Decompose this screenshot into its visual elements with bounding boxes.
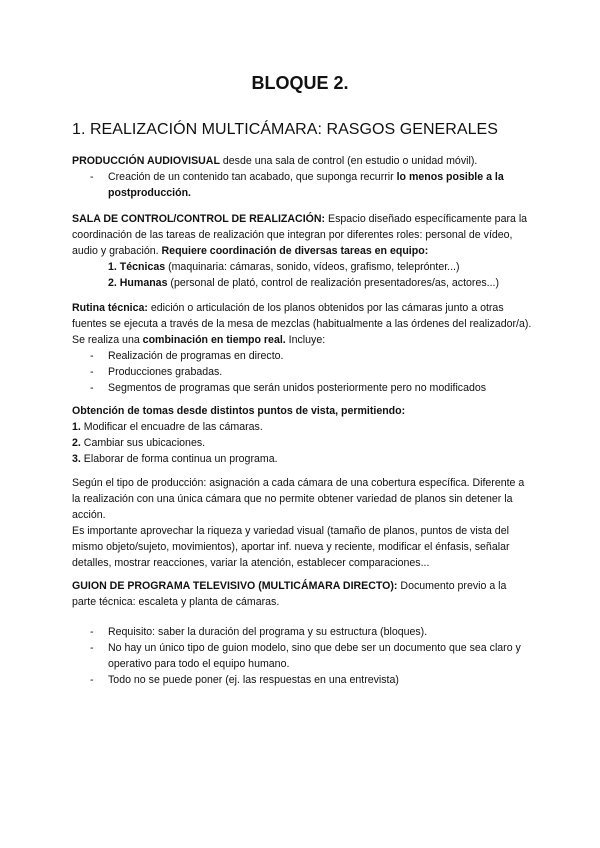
list-item: - Producciones grabadas. — [108, 364, 532, 380]
produccion-section — [72, 153, 532, 201]
segun-section — [72, 475, 532, 571]
list-item — [108, 169, 532, 201]
list-item — [108, 275, 532, 291]
tomas-heading — [72, 403, 532, 419]
section-heading: 1. REALIZACIÓN MULTICÁMARA: RASGOS GENERALES — [72, 121, 498, 138]
list-item: - No hay un único tipo de guion modelo, sino que debe ser un documento que sea claro y operativo para todo el equipo humano. — [108, 640, 532, 672]
sala-paragraph — [72, 211, 532, 259]
guion-label: GUION DE PROGRAMA TELEVISIVO (MULTICÁMARA DIRECTO): — [72, 580, 398, 592]
rutina-list — [72, 348, 532, 396]
list-item-number: 3. — [72, 453, 81, 465]
list-item-text: Modificar el encuadre de las cámaras. — [80, 421, 263, 433]
list-item-text: (maquinaria: cámaras, sonido, vídeos, grafismo, teleprónter...) — [165, 261, 460, 273]
list-item — [72, 419, 532, 435]
rutina-bold: combinación en tiempo real. — [142, 334, 286, 346]
list-item — [72, 451, 532, 467]
list-item: - Todo no se puede poner (ej. las respuestas en una entrevista) — [108, 672, 532, 688]
produccion-list — [72, 169, 532, 201]
guion-list — [72, 624, 532, 688]
produccion-label: PRODUCCIÓN AUDIOVISUAL — [72, 155, 220, 167]
list-item: - Segmentos de programas que serán unidos posteriormente pero no modificados — [108, 380, 532, 396]
segun-paragraph-1: Según el tipo de producción: asignación a cada cámara de una cobertura específica. Diferente a la realización con una única cámara que no permite obtener variedad de planos sin detener la acción. — [72, 477, 525, 521]
list-item-bold: lo menos posible a la postproducción. — [108, 171, 504, 199]
guion-paragraph — [72, 578, 532, 610]
tomas-section — [72, 403, 532, 467]
rutina-paragraph — [72, 300, 532, 348]
list-item-text: Creación de un contenido tan acabado, que suponga recurrir — [108, 171, 397, 183]
page-title: BLOQUE 2. — [251, 73, 349, 93]
list-item-text: (personal de plató, control de realización presentadores/as, actores...) — [167, 277, 499, 289]
sala-list — [72, 259, 532, 291]
rutina-section — [72, 300, 532, 396]
produccion-text: desde una sala de control (en estudio o unidad móvil). — [219, 155, 478, 167]
sala-bold: Requiere coordinación de diversas tareas en equipo: — [161, 245, 429, 257]
sala-text: Espacio diseñado específicamente para la coordinación de las tareas de realización que integran por diferentes roles: personal de vídeo, audio y grabación. — [72, 213, 528, 257]
list-item — [108, 259, 532, 275]
list-item-text: Cambiar sus ubicaciones. — [80, 437, 206, 449]
list-item-text: Elaborar de forma continua un programa. — [80, 453, 278, 465]
list-item-label: 2. Humanas — [108, 277, 168, 289]
segun-paragraph-2: Es importante aprovechar la riqueza y variedad visual (tamaño de planos, puntos de vista del mismo objeto/sujeto, movimientos), aportar inf. nueva y reciente, modificar el énfasis, señalar detalles, mostrar reacciones, variar la atención, establecer comparaciones... — [72, 525, 510, 569]
sala-label: SALA DE CONTROL/CONTROL DE REALIZACIÓN: — [72, 213, 326, 225]
list-item: - Realización de programas en directo. — [108, 348, 532, 364]
list-item-number: 2. — [72, 437, 81, 449]
list-item: - Requisito: saber la duración del programa y su estructura (bloques). — [108, 624, 532, 640]
rutina-label: Rutina técnica: — [72, 302, 148, 314]
guion-text: Documento previo a la parte técnica: escaleta y planta de cámaras. — [72, 580, 507, 608]
produccion-paragraph — [72, 153, 532, 169]
list-item-label: 1. Técnicas — [108, 261, 166, 273]
sala-section — [72, 211, 532, 291]
tomas-label: Obtención de tomas desde distintos puntos de vista, permitiendo: — [72, 405, 406, 417]
list-item — [72, 435, 532, 451]
guion-section — [72, 578, 532, 688]
rutina-text-2: Incluye: — [285, 334, 326, 346]
list-item-number: 1. — [72, 421, 81, 433]
rutina-text: edición o articulación de los planos obtenidos por las cámaras junto a otras fuentes se ejecuta a través de la mesa de mezclas (habitualmente a las órdenes del realizador/a). Se realiza una — [72, 302, 532, 346]
